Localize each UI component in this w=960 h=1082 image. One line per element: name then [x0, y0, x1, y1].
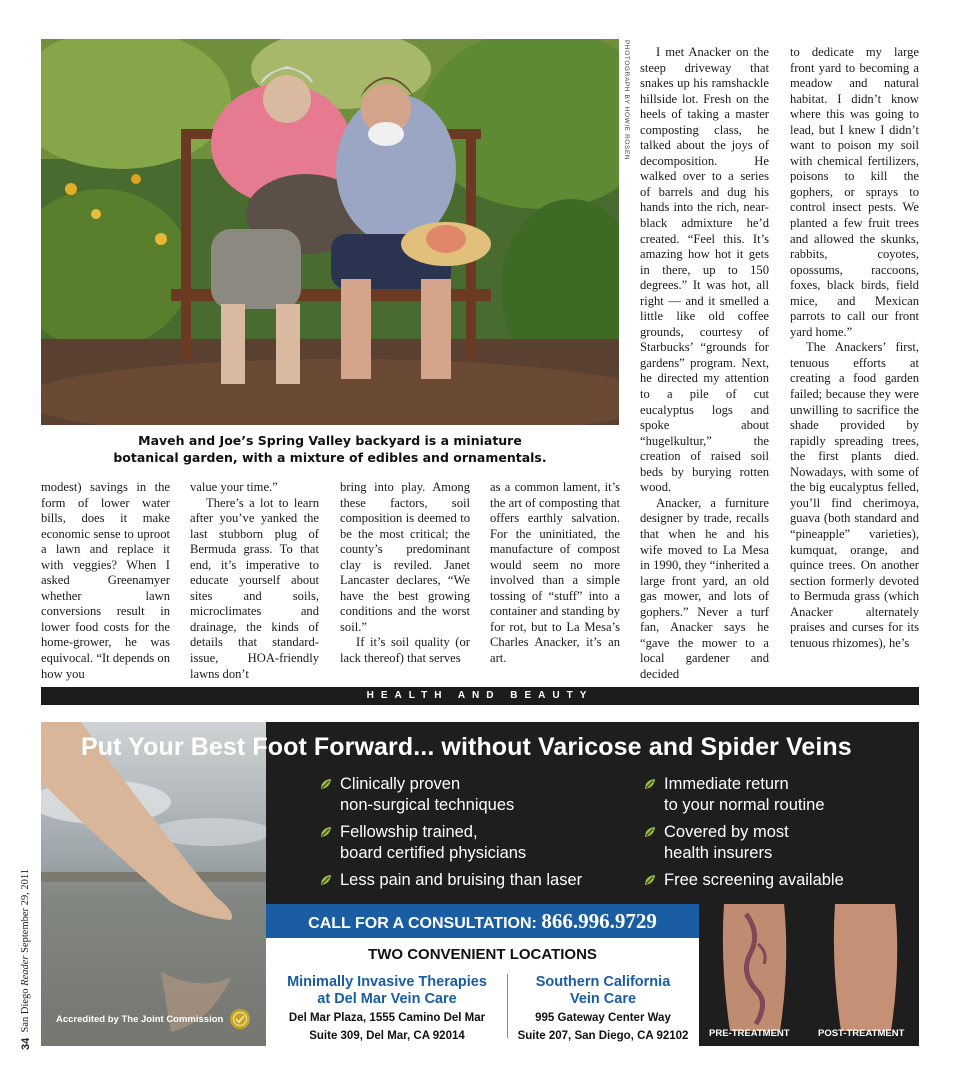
page-number: 34	[20, 1037, 32, 1050]
caption-line-2: botanical garden, with a mixture of edibles and ornamentals.	[113, 450, 547, 465]
article-column-5	[640, 45, 769, 682]
article-photo	[41, 39, 619, 425]
column-5-paragraph-2: Anacker, a furniture designer by trade, recalls that when he and his wife moved to La Mesa in 1990, they “inherited a large front yard, an old gas mower, and lots of gophers.” Never a turf fan, Anacker says he “gave the mower to a local gardener and decided	[640, 495, 769, 681]
column-6-paragraph-2: The Anackers’ first, tenuous efforts at creating a food garden failed; because they were unwilling to sacrifice the shade provided by rapidly spreading trees, the first plants died. Nowadays, with some of the big eucalyptus felled, you’ll find cherimoya, guava (both standard and “pineapple” varieties), kumquat, orange, and quince trees. On another section formerly devoted to Bermuda grass (which Anacker alternately praises and curses for its tenuous rhizomes), he’s	[790, 340, 919, 650]
column-2-paragraph-1: value your time.”	[190, 480, 278, 494]
location-1-address: Del Mar Plaza, 1555 Camino Del Mar Suite 309, Del Mar, CA 92014	[288, 1012, 486, 1042]
article-column-1	[41, 480, 170, 682]
foot-in-water-photo	[41, 722, 266, 1046]
location-2-name: Southern California Vein Care	[535, 974, 671, 1007]
leaf-bullet-icon	[644, 778, 656, 790]
article-column-3	[340, 480, 470, 667]
article-column-6	[790, 45, 919, 651]
page-folio	[20, 860, 40, 1050]
photo-credit: PHOTOGRAPH BY HOWIE ROSEN	[623, 40, 630, 161]
benefit-item: Clinically proven non-surgical techniques	[340, 774, 514, 816]
locations-panel	[266, 938, 699, 1046]
vein-care-advertisement[interactable]	[41, 722, 919, 1046]
leaf-bullet-icon	[320, 778, 332, 790]
pre-treatment-photo	[706, 904, 805, 1031]
column-3-paragraph-1: bring into play. Among these factors, soil composition is deemed to be the most critical; the county’s predominant clay is reviled. Janet Lancaster declares, “We have the best growing conditions and the worst soil.”	[340, 480, 470, 634]
column-3-paragraph-2: If it’s soil quality (or lack thereof) that serves	[340, 635, 470, 666]
leaf-bullet-icon	[320, 874, 332, 886]
leaf-bullet-icon	[320, 826, 332, 838]
location-2-address: 995 Gateway Center Way Suite 207, San Diego, CA 92102	[517, 1012, 689, 1042]
column-6-paragraph-1: to dedicate my large front yard to becoming a meadow and natural habitat. I didn’t know where this was going to lead, but I knew I didn’t want to poison my soil with chemical fertilizers, poisons to kill the gophers, or sprays to control insect pests. We planted a few fruit trees and allowed the skunks, rabbits, coyotes, opossums, raccoons, foxes, black birds, field mice, and Mexican parrots to call our front yard home.”	[790, 45, 919, 339]
issue-date: September 29, 2011	[20, 868, 31, 956]
publication-name-a: San Diego	[20, 985, 31, 1033]
cta-label: CALL FOR A CONSULTATION:	[308, 915, 537, 932]
leaf-bullet-icon	[644, 826, 656, 838]
ad-headline: Put Your Best Foot Forward... without Varicose and Spider Veins	[81, 733, 852, 761]
benefit-item: Less pain and bruising than laser	[340, 870, 582, 891]
consultation-call-bar[interactable]	[266, 904, 699, 938]
column-2-paragraph-2: There’s a lot to learn after you’ve yanked the last stubborn plug of Bermuda grass. To that end, it’s imperative to educate yourself about sites and soils, microclimates and drainage, the kinds of details that standard-issue, HOA-friendly lawns don’t	[190, 495, 319, 681]
locations-divider	[507, 974, 508, 1038]
garden-couple-photo	[41, 39, 619, 425]
publication-name-b: Reader	[20, 955, 31, 986]
section-banner: HEALTH AND BEAUTY	[41, 687, 919, 705]
benefit-item: Immediate return to your normal routine	[664, 774, 825, 816]
article-column-4	[490, 480, 620, 667]
column-5-paragraph-1: I met Anacker on the steep driveway that snakes up his ramshackle hillside lot. Fresh on the heels of taking a master composting class, he talked about the joys of decomposition. He walked over to a series of barrels and dug his hands into the rich, near-black admixture he’d created. “Feel this. It’s amazing how hot it gets in there, up to 150 degrees.” It was hot, all right — and it smelled a little like old coffee grounds, courtesy of Starbucks’ “grounds for gardens” program. Next, he directed my attention to a pile of cut eucalyptus logs and spoke about “hugelkultur,” the creation of raised soil beds by burying rotten wood.	[640, 45, 769, 495]
joint-commission-seal-icon	[229, 1008, 251, 1030]
photo-caption	[41, 432, 619, 466]
post-treatment-photo	[819, 904, 914, 1031]
phone-number[interactable]: 866.996.9729	[541, 909, 657, 933]
locations-heading: TWO CONVENIENT LOCATIONS	[368, 946, 597, 963]
location-1-name: Minimally Invasive Therapies at Del Mar Vein Care	[287, 974, 487, 1007]
caption-line-1: Maveh and Joe’s Spring Valley backyard is a miniature	[138, 433, 522, 448]
accreditation-text: Accredited by The Joint Commission	[56, 1014, 224, 1025]
column-1-text: modest) savings in the form of lower water bills, does it make economic sense to uproot a lawn and replace it with veggies? When I asked Greenamyer whether lawn conversions result in lower food costs for the home-grower, he was equivocal. “It depends on how you	[41, 480, 170, 681]
post-treatment-label: POST-TREATMENT	[818, 1028, 905, 1039]
pre-treatment-label: PRE-TREATMENT	[709, 1028, 790, 1039]
benefit-item: Fellowship trained, board certified physicians	[340, 822, 526, 864]
article-column-2	[190, 480, 319, 682]
benefit-item: Free screening available	[664, 870, 844, 891]
column-4-text: as a common lament, it’s the art of composting that offers earthly salvation. For the uninitiated, the manufacture of compost would seem no more involved than a simple tossing of “stuff” into a container and standing by for rot, but to La Mesa’s Charles Anacker, it’s an art.	[490, 480, 620, 666]
benefit-item: Covered by most health insurers	[664, 822, 789, 864]
leaf-bullet-icon	[644, 874, 656, 886]
